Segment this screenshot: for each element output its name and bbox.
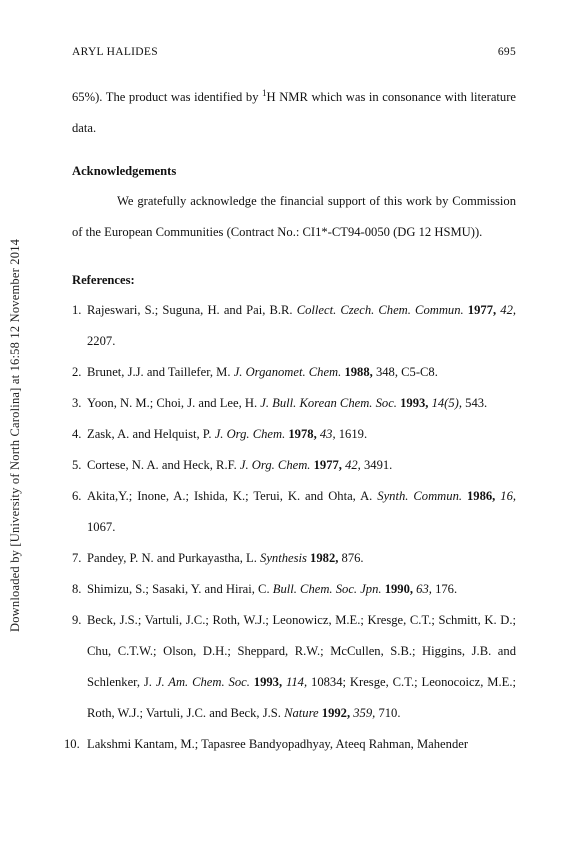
intro-superscript: 1 [262,88,267,98]
reference-item [72,419,516,450]
reference-authors: Beck, J.S.; Vartuli, J.C.; Roth, W.J.; Leonowicz, M.E.; Kresge, C.T.; Schmitt, K. D.; Chu, C.T.W.; Olson, D.H.; Sheppard, R.W.; McCullen, S.B.; Higgins, J.B. and Schlenker, J. [87,613,516,690]
reference-year: 1988, [341,365,373,380]
reference-authors: Shimizu, S.; Sasaki, Y. and Hirai, C. [87,582,273,597]
references-heading: References: [72,273,135,288]
reference-number: 8. [72,582,82,597]
reference-body [87,605,516,729]
reference-journal: Collect. Czech. Chem. Commun. [296,303,464,318]
reference-year: 1993, [396,396,429,411]
reference-pages: 2207. [87,334,116,349]
reference-authors: Yoon, N. M.; Choi, J. and Lee, H. [87,396,261,411]
reference-pages: 543. [462,396,488,411]
running-header [72,46,516,66]
reference-item [72,543,516,574]
reference-body [87,481,516,543]
reference-authors: Akita,Y.; Inone, A.; Ishida, K.; Terui, K. and Ohta, A. [87,489,378,504]
reference-pages: 348, C5-C8. [372,365,438,380]
acknowledgements-text: We gratefully acknowledge the financial support of this work by Commission of the European Communities (Contract No.: CI1*-CT94-0050 (DG 12 HSMU)). [72,194,516,240]
reference-year: 1990, [381,582,414,597]
reference-pages: 176. [431,582,458,597]
reference-number: 2. [72,365,82,380]
reference-number: 5. [72,458,82,473]
reference-volume: 63, [413,582,432,597]
reference-year: 1982, [306,551,339,566]
reference-body [87,357,516,388]
reference-list [64,295,517,760]
reference-number: 10. [64,737,80,752]
reference-year: 1977, [310,458,342,473]
reference-journal: J. Organomet. Chem. [233,365,342,380]
reference-authors: Brunet, J.J. and Taillefer, M. [87,365,234,380]
reference-journal-2: Nature [284,706,319,721]
reference-volume: 42, [341,458,361,473]
reference-journal: J. Org. Chem. [214,427,286,442]
reference-number: 7. [72,551,82,566]
reference-item [72,450,516,481]
running-title: ARYL HALIDES [72,46,158,58]
reference-item [64,729,516,760]
intro-text-post: H NMR which was in consonance with literature data. [72,90,516,136]
reference-volume: 43, [316,427,336,442]
reference-pages: 10834; Kresge, C.T.; Leonocoicz, M.E.; Roth, W.J.; Vartuli, J.C. and Beck, J.S. [87,675,516,721]
reference-body [87,729,516,760]
reference-authors: Zask, A. and Helquist, P. [87,427,215,442]
reference-journal: Synth. Commun. [377,489,463,504]
reference-item [72,481,516,543]
reference-journal: Synthesis [260,551,307,566]
intro-text-pre: 65%). The product was identified by [72,90,263,105]
reference-year: 1977, [463,303,497,318]
reference-volume-2: 359, [350,706,376,721]
reference-year: 1978, [285,427,317,442]
download-watermark: Downloaded by [University of North Carolina] at 16:58 12 November 2014 [8,238,22,632]
reference-volume: 16, [495,489,517,504]
reference-item [72,388,516,419]
reference-body [87,295,516,357]
reference-body [87,388,516,419]
reference-volume: 114, [282,675,308,690]
reference-authors: Pandey, P. N. and Purkayastha, L. [87,551,261,566]
reference-number: 3. [72,396,82,411]
reference-authors: Rajeswari, S.; Suguna, H. and Pai, B.R. [87,303,297,318]
reference-number: 6. [72,489,82,504]
reference-pages: 1619. [335,427,368,442]
reference-authors: Lakshmi Kantam, M.; Tapasree Bandyopadhyay, Ateeq Rahman, Mahender [87,737,469,752]
reference-pages-2: 710. [375,706,401,721]
reference-number: 1. [72,303,82,318]
reference-body [87,543,516,574]
acknowledgements-heading: Acknowledgements [72,164,177,179]
paper-page [64,46,517,760]
reference-pages: 1067. [87,520,116,535]
reference-journal: Bull. Chem. Soc. Jpn. [272,582,382,597]
reference-item [72,605,516,729]
reference-pages: 876. [338,551,364,566]
reference-volume: 42, [496,303,517,318]
reference-body [87,450,516,481]
intro-paragraph [72,78,516,144]
reference-pages: 3491. [360,458,393,473]
reference-year-2: 1992, [318,706,351,721]
reference-number: 4. [72,427,82,442]
page-number: 695 [497,46,516,58]
reference-item [72,295,516,357]
reference-year: 1986, [462,489,496,504]
reference-authors: Cortese, N. A. and Heck, R.F. [87,458,240,473]
reference-number: 9. [72,613,82,628]
reference-journal: J. Org. Chem. [239,458,311,473]
reference-journal: J. Bull. Korean Chem. Soc. [260,396,397,411]
reference-volume: 14(5), [428,396,463,411]
reference-body [87,574,516,605]
reference-body [87,419,516,450]
reference-year: 1993, [249,675,283,690]
reference-journal: J. Am. Chem. Soc. [155,675,250,690]
reference-item [72,574,516,605]
reference-item [72,357,516,388]
